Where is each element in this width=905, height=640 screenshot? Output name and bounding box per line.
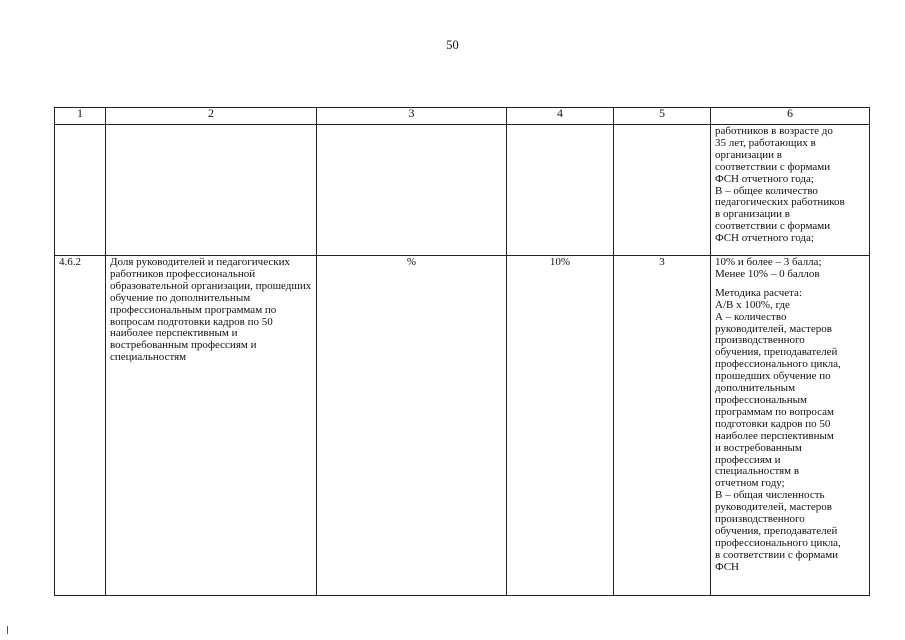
table-row-continued [55, 125, 870, 256]
criteria-method-cell [711, 256, 870, 596]
empty-cell [614, 125, 711, 256]
text-line: ФСН отчетного года; [715, 172, 814, 185]
method-line: отчетном году; [715, 477, 785, 490]
method-line: дополнительным [715, 382, 796, 395]
score-cell: 3 [614, 256, 711, 596]
text-line: соответствии с формами [715, 220, 831, 233]
method-line: подготовки кадров по 50 [715, 417, 831, 430]
method-line: А/В х 100%, где [715, 298, 790, 311]
column-header: 6 [711, 108, 870, 125]
indicators-table [54, 107, 870, 596]
page-number: 50 [446, 38, 459, 52]
method-line: профессионального цикла, [715, 536, 841, 549]
continued-method-cell [711, 125, 870, 256]
text-line: ФСН отчетного года; [715, 232, 814, 245]
indicator-text: Доля руководителей и педагогических работников профессиональной образовательной организации, прошедших обучение по дополнительным профессиональным программам по вопросам подготовки кадров по 50 наиболее перспективным и востребованным профессиям и специальностям [106, 256, 317, 596]
method-line: наиболее перспективным [715, 429, 834, 442]
text-line: 35 лет, работающих в [715, 136, 816, 149]
column-header: 4 [507, 108, 614, 125]
column-header: 3 [317, 108, 507, 125]
text-line: работников в возрасте до [715, 125, 833, 137]
row-number: 4.6.2 [55, 256, 106, 596]
method-line: Методика расчета: [715, 286, 802, 299]
method-line: профессиональным [715, 393, 807, 406]
text-line: педагогических работников [715, 196, 845, 209]
method-line: руководителей, мастеров [715, 501, 832, 514]
column-header: 5 [614, 108, 711, 125]
value-cell: 10% [507, 256, 614, 596]
text-line: В – общее количество [715, 184, 818, 197]
unit-cell: % [317, 256, 507, 596]
method-line: профессиям и [715, 453, 781, 466]
column-number-row [55, 108, 870, 125]
method-line: А – количество [715, 310, 787, 323]
scan-mark [7, 626, 8, 634]
method-line: в соответствии с формами [715, 548, 839, 561]
method-line: профессионального цикла, [715, 358, 841, 371]
method-line: руководителей, мастеров [715, 322, 832, 335]
method-line: ФСН [715, 560, 739, 573]
criteria-line: Менее 10% – 0 баллов [715, 267, 820, 280]
table-row-4-6-2 [55, 256, 870, 596]
text-line: организации в [715, 148, 782, 161]
method-line: специальностям в [715, 465, 800, 478]
text-line: соответствии с формами [715, 160, 831, 173]
method-line: обучения, преподавателей [715, 346, 838, 359]
method-line: обучения, преподавателей [715, 524, 838, 537]
method-line: производственного [715, 334, 805, 347]
method-line: и востребованным [715, 441, 802, 454]
method-line: программам по вопросам [715, 405, 834, 418]
method-line: производственного [715, 513, 805, 526]
text-line: в организации в [715, 208, 790, 221]
empty-cell [507, 125, 614, 256]
method-line: В – общая численность [715, 489, 825, 502]
column-header: 2 [106, 108, 317, 125]
criteria-line: 10% и более – 3 балла; [715, 256, 822, 268]
empty-cell [317, 125, 507, 256]
empty-cell [106, 125, 317, 256]
empty-cell [55, 125, 106, 256]
column-header: 1 [55, 108, 106, 125]
method-line: прошедших обучение по [715, 370, 831, 383]
